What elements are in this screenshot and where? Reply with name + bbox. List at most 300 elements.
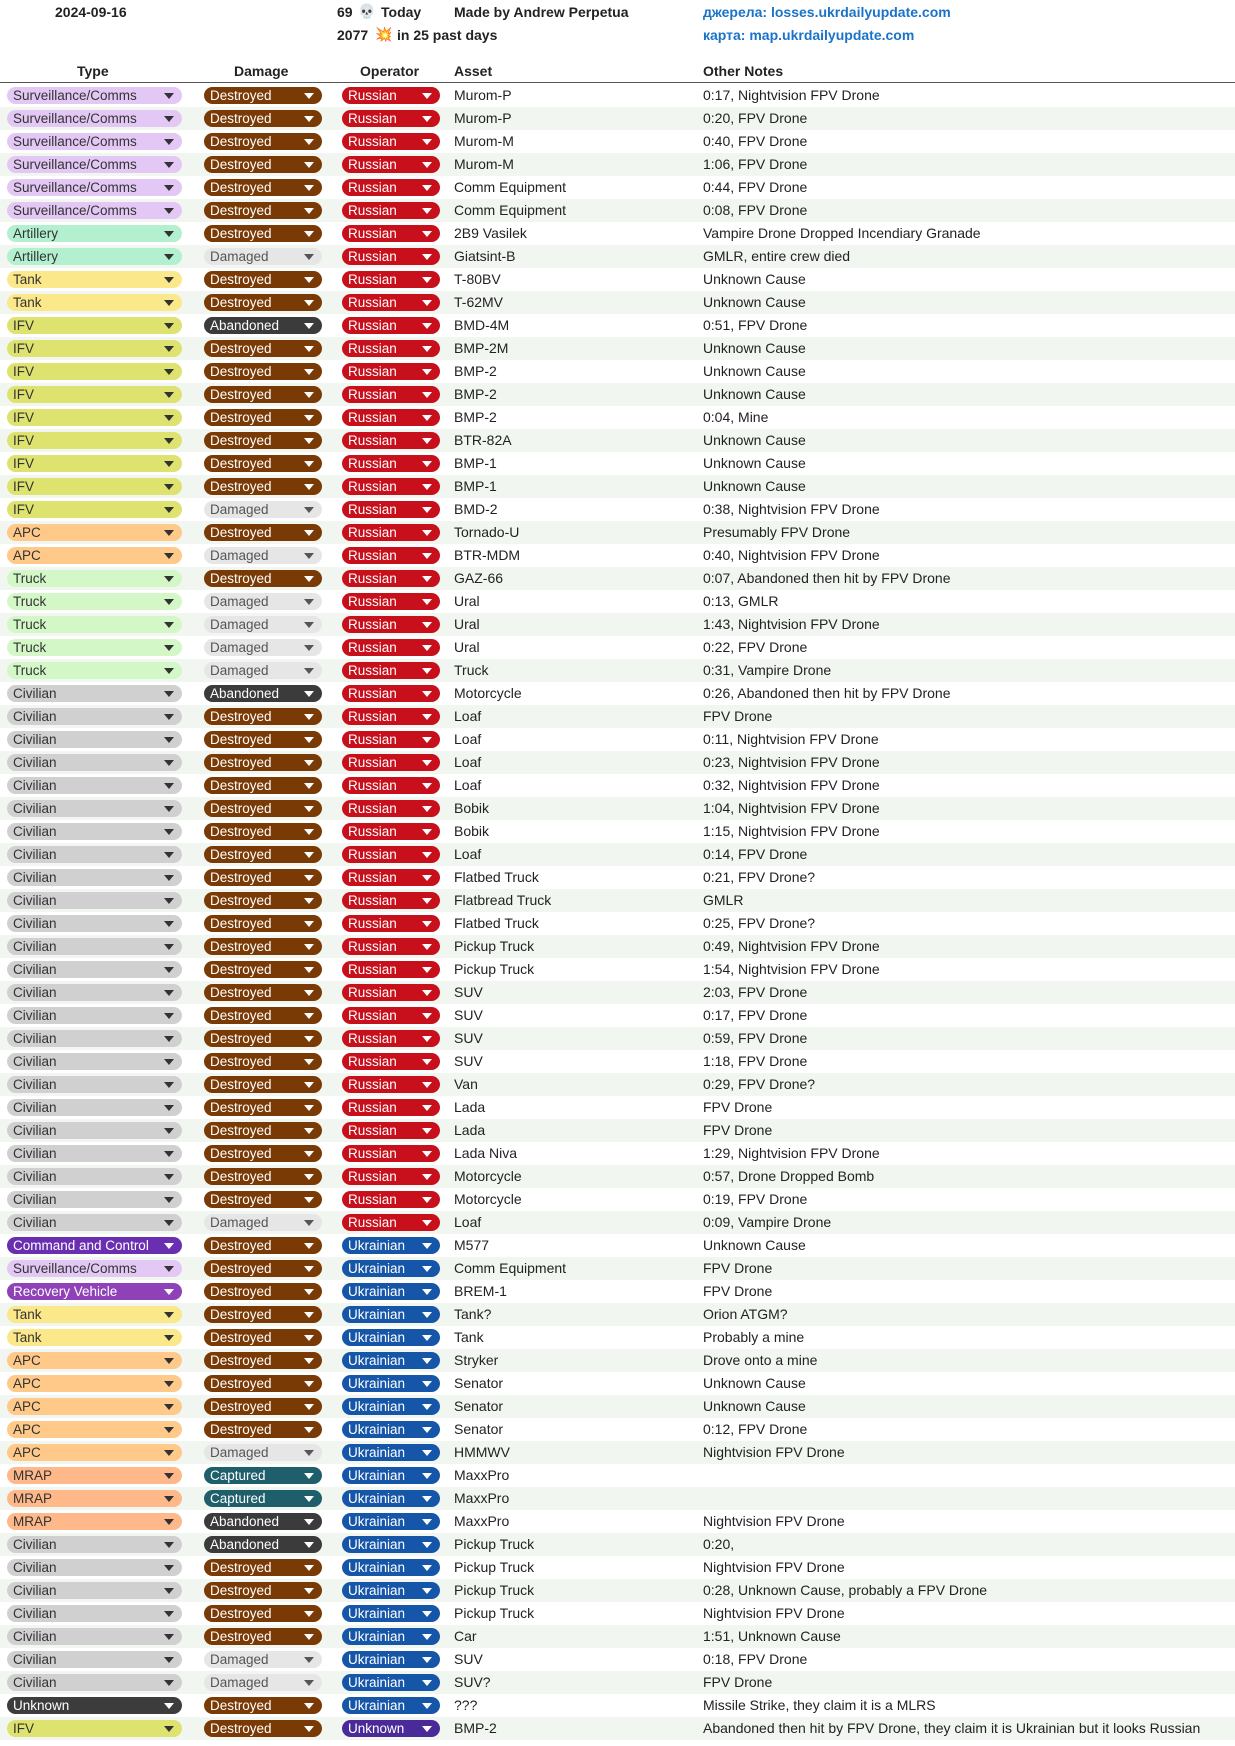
asset-cell[interactable]: Pickup Truck — [454, 961, 535, 977]
damage-select[interactable] — [204, 1398, 322, 1415]
chevron-down-icon[interactable] — [422, 576, 432, 582]
asset-cell[interactable]: Bobik — [454, 800, 490, 816]
asset-cell[interactable]: BMP-2 — [454, 363, 497, 379]
chevron-down-icon[interactable] — [304, 323, 314, 329]
column-header-notes[interactable]: Other Notes — [703, 63, 784, 79]
chevron-down-icon[interactable] — [304, 1128, 314, 1134]
type-select[interactable] — [7, 869, 182, 886]
chevron-down-icon[interactable] — [164, 1703, 174, 1709]
chevron-down-icon[interactable] — [304, 162, 314, 168]
operator-select[interactable] — [342, 478, 440, 495]
chevron-down-icon[interactable] — [164, 1381, 174, 1387]
chevron-down-icon[interactable] — [304, 1312, 314, 1318]
type-select[interactable] — [7, 1490, 182, 1507]
chevron-down-icon[interactable] — [164, 1473, 174, 1479]
chevron-down-icon[interactable] — [164, 208, 174, 214]
asset-cell[interactable]: Comm Equipment — [454, 179, 567, 195]
notes-cell[interactable]: Unknown Cause — [703, 363, 806, 379]
notes-cell[interactable]: Orion ATGM? — [703, 1306, 788, 1322]
chevron-down-icon[interactable] — [304, 116, 314, 122]
type-select[interactable] — [7, 1467, 182, 1484]
operator-select[interactable] — [342, 616, 440, 633]
operator-select[interactable] — [342, 1030, 440, 1047]
asset-cell[interactable]: Flatbed Truck — [454, 869, 539, 885]
operator-select[interactable] — [342, 294, 440, 311]
damage-select[interactable] — [204, 524, 322, 541]
chevron-down-icon[interactable] — [422, 691, 432, 697]
asset-cell[interactable]: BMP-2 — [454, 409, 497, 425]
operator-select[interactable] — [342, 938, 440, 955]
type-select[interactable] — [7, 478, 182, 495]
notes-cell[interactable]: 0:22, FPV Drone — [703, 639, 808, 655]
notes-cell[interactable]: Unknown Cause — [703, 478, 806, 494]
damage-select[interactable] — [204, 110, 322, 127]
chevron-down-icon[interactable] — [304, 1404, 314, 1410]
notes-cell[interactable]: FPV Drone — [703, 708, 773, 724]
notes-cell[interactable]: 0:20, — [703, 1536, 735, 1552]
type-select[interactable] — [7, 754, 182, 771]
damage-select[interactable] — [204, 1237, 322, 1254]
operator-select[interactable] — [342, 1467, 440, 1484]
damage-select[interactable] — [204, 1628, 322, 1645]
operator-select[interactable] — [342, 800, 440, 817]
chevron-down-icon[interactable] — [164, 300, 174, 306]
notes-cell[interactable]: 0:17, FPV Drone — [703, 1007, 808, 1023]
chevron-down-icon[interactable] — [164, 1680, 174, 1686]
chevron-down-icon[interactable] — [304, 1059, 314, 1065]
operator-select[interactable] — [342, 271, 440, 288]
chevron-down-icon[interactable] — [164, 1059, 174, 1065]
chevron-down-icon[interactable] — [422, 1266, 432, 1272]
chevron-down-icon[interactable] — [164, 438, 174, 444]
chevron-down-icon[interactable] — [304, 1634, 314, 1640]
chevron-down-icon[interactable] — [304, 829, 314, 835]
damage-select[interactable] — [204, 570, 322, 587]
notes-cell[interactable]: GMLR, entire crew died — [703, 248, 851, 264]
notes-cell[interactable]: Nightvision FPV Drone — [703, 1444, 845, 1460]
damage-select[interactable] — [204, 1076, 322, 1093]
chevron-down-icon[interactable] — [164, 1726, 174, 1732]
chevron-down-icon[interactable] — [422, 668, 432, 674]
chevron-down-icon[interactable] — [304, 1381, 314, 1387]
chevron-down-icon[interactable] — [304, 806, 314, 812]
notes-cell[interactable]: 0:04, Mine — [703, 409, 769, 425]
chevron-down-icon[interactable] — [422, 852, 432, 858]
chevron-down-icon[interactable] — [304, 438, 314, 444]
damage-select[interactable] — [204, 869, 322, 886]
type-select[interactable] — [7, 248, 182, 265]
asset-cell[interactable]: Pickup Truck — [454, 1559, 535, 1575]
damage-select[interactable] — [204, 1582, 322, 1599]
chevron-down-icon[interactable] — [304, 346, 314, 352]
damage-select[interactable] — [204, 662, 322, 679]
operator-select[interactable] — [342, 777, 440, 794]
asset-cell[interactable]: BMD-4M — [454, 317, 510, 333]
chevron-down-icon[interactable] — [304, 1013, 314, 1019]
chevron-down-icon[interactable] — [304, 1542, 314, 1548]
operator-select[interactable] — [342, 248, 440, 265]
asset-cell[interactable]: Loaf — [454, 731, 482, 747]
asset-cell[interactable]: Bobik — [454, 823, 490, 839]
chevron-down-icon[interactable] — [304, 1473, 314, 1479]
operator-select[interactable] — [342, 1697, 440, 1714]
notes-cell[interactable]: 1:15, Nightvision FPV Drone — [703, 823, 880, 839]
notes-cell[interactable]: 0:25, FPV Drone? — [703, 915, 816, 931]
operator-select[interactable] — [342, 685, 440, 702]
chevron-down-icon[interactable] — [304, 1197, 314, 1203]
notes-cell[interactable]: 0:32, Nightvision FPV Drone — [703, 777, 880, 793]
chevron-down-icon[interactable] — [422, 139, 432, 145]
notes-cell[interactable]: FPV Drone — [703, 1099, 773, 1115]
chevron-down-icon[interactable] — [422, 1036, 432, 1042]
asset-cell[interactable]: BMP-2 — [454, 1720, 497, 1736]
operator-select[interactable] — [342, 1214, 440, 1231]
chevron-down-icon[interactable] — [422, 760, 432, 766]
operator-select[interactable] — [342, 1191, 440, 1208]
chevron-down-icon[interactable] — [304, 530, 314, 536]
notes-cell[interactable]: Nightvision FPV Drone — [703, 1559, 845, 1575]
chevron-down-icon[interactable] — [422, 1243, 432, 1249]
chevron-down-icon[interactable] — [164, 1312, 174, 1318]
chevron-down-icon[interactable] — [164, 898, 174, 904]
operator-select[interactable] — [342, 455, 440, 472]
chevron-down-icon[interactable] — [304, 898, 314, 904]
chevron-down-icon[interactable] — [422, 737, 432, 743]
notes-cell[interactable]: Unknown Cause — [703, 1398, 806, 1414]
damage-select[interactable] — [204, 1375, 322, 1392]
chevron-down-icon[interactable] — [164, 783, 174, 789]
notes-cell[interactable]: Nightvision FPV Drone — [703, 1513, 845, 1529]
operator-select[interactable] — [342, 110, 440, 127]
chevron-down-icon[interactable] — [304, 208, 314, 214]
type-select[interactable] — [7, 202, 182, 219]
operator-select[interactable] — [342, 133, 440, 150]
chevron-down-icon[interactable] — [304, 691, 314, 697]
chevron-down-icon[interactable] — [422, 369, 432, 375]
chevron-down-icon[interactable] — [164, 1519, 174, 1525]
operator-select[interactable] — [342, 1651, 440, 1668]
damage-select[interactable] — [204, 593, 322, 610]
chevron-down-icon[interactable] — [422, 898, 432, 904]
chevron-down-icon[interactable] — [304, 300, 314, 306]
asset-cell[interactable]: BTR-82A — [454, 432, 512, 448]
notes-cell[interactable]: 1:04, Nightvision FPV Drone — [703, 800, 880, 816]
asset-cell[interactable]: Loaf — [454, 1214, 482, 1230]
type-select[interactable] — [7, 616, 182, 633]
type-select[interactable] — [7, 340, 182, 357]
chevron-down-icon[interactable] — [422, 1105, 432, 1111]
asset-cell[interactable]: ??? — [454, 1697, 478, 1713]
operator-select[interactable] — [342, 363, 440, 380]
chevron-down-icon[interactable] — [422, 530, 432, 536]
notes-cell[interactable]: 0:57, Drone Dropped Bomb — [703, 1168, 875, 1184]
chevron-down-icon[interactable] — [422, 783, 432, 789]
chevron-down-icon[interactable] — [304, 967, 314, 973]
asset-cell[interactable]: Murom-P — [454, 110, 512, 126]
type-select[interactable] — [7, 1513, 182, 1530]
asset-cell[interactable]: BREM-1 — [454, 1283, 507, 1299]
damage-select[interactable] — [204, 501, 322, 518]
asset-cell[interactable]: Loaf — [454, 777, 482, 793]
type-select[interactable] — [7, 892, 182, 909]
chevron-down-icon[interactable] — [422, 1289, 432, 1295]
damage-select[interactable] — [204, 156, 322, 173]
operator-select[interactable] — [342, 1076, 440, 1093]
type-select[interactable] — [7, 570, 182, 587]
type-select[interactable] — [7, 1628, 182, 1645]
notes-cell[interactable]: FPV Drone — [703, 1122, 773, 1138]
chevron-down-icon[interactable] — [422, 415, 432, 421]
operator-select[interactable] — [342, 1122, 440, 1139]
type-select[interactable] — [7, 708, 182, 725]
notes-cell[interactable]: 0:11, Nightvision FPV Drone — [703, 731, 879, 747]
asset-cell[interactable]: BMP-1 — [454, 478, 497, 494]
type-select[interactable] — [7, 524, 182, 541]
type-select[interactable] — [7, 547, 182, 564]
operator-select[interactable] — [342, 1375, 440, 1392]
chevron-down-icon[interactable] — [422, 1542, 432, 1548]
chevron-down-icon[interactable] — [422, 990, 432, 996]
damage-select[interactable] — [204, 731, 322, 748]
damage-select[interactable] — [204, 225, 322, 242]
chevron-down-icon[interactable] — [422, 1496, 432, 1502]
operator-select[interactable] — [342, 87, 440, 104]
damage-select[interactable] — [204, 1122, 322, 1139]
chevron-down-icon[interactable] — [164, 944, 174, 950]
chevron-down-icon[interactable] — [164, 461, 174, 467]
chevron-down-icon[interactable] — [164, 737, 174, 743]
type-select[interactable] — [7, 225, 182, 242]
operator-select[interactable] — [342, 156, 440, 173]
operator-select[interactable] — [342, 1559, 440, 1576]
chevron-down-icon[interactable] — [304, 990, 314, 996]
notes-cell[interactable]: 0:12, FPV Drone — [703, 1421, 808, 1437]
asset-cell[interactable]: Giatsint-B — [454, 248, 516, 264]
chevron-down-icon[interactable] — [164, 116, 174, 122]
notes-cell[interactable]: 0:18, FPV Drone — [703, 1651, 808, 1667]
asset-cell[interactable]: Flatbread Truck — [454, 892, 552, 908]
type-select[interactable] — [7, 1122, 182, 1139]
asset-cell[interactable]: Loaf — [454, 708, 482, 724]
damage-select[interactable] — [204, 547, 322, 564]
notes-cell[interactable]: 0:17, Nightvision FPV Drone — [703, 87, 880, 103]
operator-select[interactable] — [342, 202, 440, 219]
chevron-down-icon[interactable] — [304, 1565, 314, 1571]
asset-cell[interactable]: Murom-P — [454, 87, 512, 103]
asset-cell[interactable]: Flatbed Truck — [454, 915, 539, 931]
chevron-down-icon[interactable] — [304, 1726, 314, 1732]
operator-select[interactable] — [342, 1536, 440, 1553]
chevron-down-icon[interactable] — [164, 1611, 174, 1617]
asset-cell[interactable]: Murom-M — [454, 133, 514, 149]
asset-cell[interactable]: Tank? — [454, 1306, 492, 1322]
chevron-down-icon[interactable] — [304, 1703, 314, 1709]
chevron-down-icon[interactable] — [304, 599, 314, 605]
operator-select[interactable] — [342, 501, 440, 518]
operator-select[interactable] — [342, 1398, 440, 1415]
notes-cell[interactable]: 0:44, FPV Drone — [703, 179, 808, 195]
chevron-down-icon[interactable] — [164, 1289, 174, 1295]
chevron-down-icon[interactable] — [304, 783, 314, 789]
damage-select[interactable] — [204, 271, 322, 288]
type-select[interactable] — [7, 1559, 182, 1576]
column-header-asset[interactable]: Asset — [454, 63, 493, 79]
chevron-down-icon[interactable] — [304, 1496, 314, 1502]
damage-select[interactable] — [204, 1214, 322, 1231]
operator-select[interactable] — [342, 1582, 440, 1599]
chevron-down-icon[interactable] — [422, 599, 432, 605]
chevron-down-icon[interactable] — [164, 484, 174, 490]
notes-cell[interactable]: 0:07, Abandoned then hit by FPV Drone — [703, 570, 951, 586]
notes-cell[interactable]: 0:29, FPV Drone? — [703, 1076, 816, 1092]
damage-select[interactable] — [204, 1467, 322, 1484]
chevron-down-icon[interactable] — [164, 1013, 174, 1019]
chevron-down-icon[interactable] — [164, 829, 174, 835]
chevron-down-icon[interactable] — [304, 254, 314, 260]
type-select[interactable] — [7, 1421, 182, 1438]
chevron-down-icon[interactable] — [304, 461, 314, 467]
chevron-down-icon[interactable] — [422, 1565, 432, 1571]
chevron-down-icon[interactable] — [422, 1059, 432, 1065]
chevron-down-icon[interactable] — [304, 1450, 314, 1456]
damage-select[interactable] — [204, 777, 322, 794]
operator-select[interactable] — [342, 524, 440, 541]
asset-cell[interactable]: T-62MV — [454, 294, 504, 310]
chevron-down-icon[interactable] — [164, 1427, 174, 1433]
chevron-down-icon[interactable] — [164, 1335, 174, 1341]
damage-select[interactable] — [204, 984, 322, 1001]
operator-select[interactable] — [342, 1283, 440, 1300]
type-select[interactable] — [7, 317, 182, 334]
type-select[interactable] — [7, 1283, 182, 1300]
chevron-down-icon[interactable] — [164, 875, 174, 881]
damage-select[interactable] — [204, 1352, 322, 1369]
operator-select[interactable] — [342, 915, 440, 932]
chevron-down-icon[interactable] — [422, 1335, 432, 1341]
asset-cell[interactable]: Pickup Truck — [454, 1536, 535, 1552]
chevron-down-icon[interactable] — [422, 277, 432, 283]
notes-cell[interactable]: 1:06, FPV Drone — [703, 156, 808, 172]
chevron-down-icon[interactable] — [164, 415, 174, 421]
chevron-down-icon[interactable] — [164, 806, 174, 812]
damage-select[interactable] — [204, 961, 322, 978]
asset-cell[interactable]: Pickup Truck — [454, 1605, 535, 1621]
chevron-down-icon[interactable] — [164, 599, 174, 605]
damage-select[interactable] — [204, 1421, 322, 1438]
chevron-down-icon[interactable] — [164, 1036, 174, 1042]
type-select[interactable] — [7, 1352, 182, 1369]
asset-cell[interactable]: Comm Equipment — [454, 202, 567, 218]
chevron-down-icon[interactable] — [164, 1220, 174, 1226]
notes-cell[interactable]: 0:38, Nightvision FPV Drone — [703, 501, 880, 517]
notes-cell[interactable]: 0:40, FPV Drone — [703, 133, 808, 149]
chevron-down-icon[interactable] — [422, 231, 432, 237]
chevron-down-icon[interactable] — [164, 369, 174, 375]
operator-select[interactable] — [342, 984, 440, 1001]
asset-cell[interactable]: BTR-MDM — [454, 547, 521, 563]
damage-select[interactable] — [204, 1697, 322, 1714]
type-select[interactable] — [7, 846, 182, 863]
damage-select[interactable] — [204, 1513, 322, 1530]
notes-cell[interactable]: Nightvision FPV Drone — [703, 1605, 845, 1621]
chevron-down-icon[interactable] — [422, 1703, 432, 1709]
damage-select[interactable] — [204, 1651, 322, 1668]
chevron-down-icon[interactable] — [304, 1243, 314, 1249]
notes-cell[interactable]: 0:31, Vampire Drone — [703, 662, 832, 678]
notes-cell[interactable]: Unknown Cause — [703, 386, 806, 402]
notes-cell[interactable]: Unknown Cause — [703, 455, 806, 471]
type-select[interactable] — [7, 133, 182, 150]
asset-cell[interactable]: Stryker — [454, 1352, 499, 1368]
chevron-down-icon[interactable] — [304, 1220, 314, 1226]
asset-cell[interactable]: SUV — [454, 1007, 483, 1023]
asset-cell[interactable]: M577 — [454, 1237, 490, 1253]
chevron-down-icon[interactable] — [422, 714, 432, 720]
chevron-down-icon[interactable] — [164, 1151, 174, 1157]
damage-select[interactable] — [204, 823, 322, 840]
operator-select[interactable] — [342, 1099, 440, 1116]
notes-cell[interactable]: 1:29, Nightvision FPV Drone — [703, 1145, 880, 1161]
operator-select[interactable] — [342, 570, 440, 587]
notes-cell[interactable]: 1:51, Unknown Cause — [703, 1628, 841, 1644]
type-select[interactable] — [7, 1191, 182, 1208]
notes-cell[interactable]: 1:43, Nightvision FPV Drone — [703, 616, 880, 632]
chevron-down-icon[interactable] — [422, 1726, 432, 1732]
chevron-down-icon[interactable] — [422, 1404, 432, 1410]
chevron-down-icon[interactable] — [422, 93, 432, 99]
damage-select[interactable] — [204, 1674, 322, 1691]
chevron-down-icon[interactable] — [422, 1657, 432, 1663]
asset-cell[interactable]: Senator — [454, 1375, 504, 1391]
damage-select[interactable] — [204, 938, 322, 955]
chevron-down-icon[interactable] — [304, 645, 314, 651]
type-select[interactable] — [7, 823, 182, 840]
chevron-down-icon[interactable] — [304, 622, 314, 628]
chevron-down-icon[interactable] — [304, 875, 314, 881]
notes-cell[interactable]: Presumably FPV Drone — [703, 524, 851, 540]
operator-select[interactable] — [342, 432, 440, 449]
map-link[interactable]: карта: map.ukrdailyupdate.com — [703, 27, 915, 43]
damage-select[interactable] — [204, 87, 322, 104]
notes-cell[interactable]: Unknown Cause — [703, 294, 806, 310]
chevron-down-icon[interactable] — [304, 231, 314, 237]
chevron-down-icon[interactable] — [304, 1611, 314, 1617]
operator-select[interactable] — [342, 823, 440, 840]
type-select[interactable] — [7, 1697, 182, 1714]
chevron-down-icon[interactable] — [164, 507, 174, 513]
damage-select[interactable] — [204, 708, 322, 725]
asset-cell[interactable]: T-80BV — [454, 271, 501, 287]
chevron-down-icon[interactable] — [422, 1174, 432, 1180]
chevron-down-icon[interactable] — [164, 852, 174, 858]
notes-cell[interactable]: FPV Drone — [703, 1674, 773, 1690]
chevron-down-icon[interactable] — [164, 553, 174, 559]
operator-select[interactable] — [342, 1168, 440, 1185]
type-select[interactable] — [7, 501, 182, 518]
damage-select[interactable] — [204, 202, 322, 219]
chevron-down-icon[interactable] — [164, 530, 174, 536]
type-select[interactable] — [7, 363, 182, 380]
type-select[interactable] — [7, 179, 182, 196]
chevron-down-icon[interactable] — [304, 553, 314, 559]
asset-cell[interactable]: Ural — [454, 616, 480, 632]
asset-cell[interactable]: Lada Niva — [454, 1145, 518, 1161]
type-select[interactable] — [7, 662, 182, 679]
chevron-down-icon[interactable] — [164, 254, 174, 260]
chevron-down-icon[interactable] — [304, 1151, 314, 1157]
operator-select[interactable] — [342, 869, 440, 886]
chevron-down-icon[interactable] — [422, 392, 432, 398]
